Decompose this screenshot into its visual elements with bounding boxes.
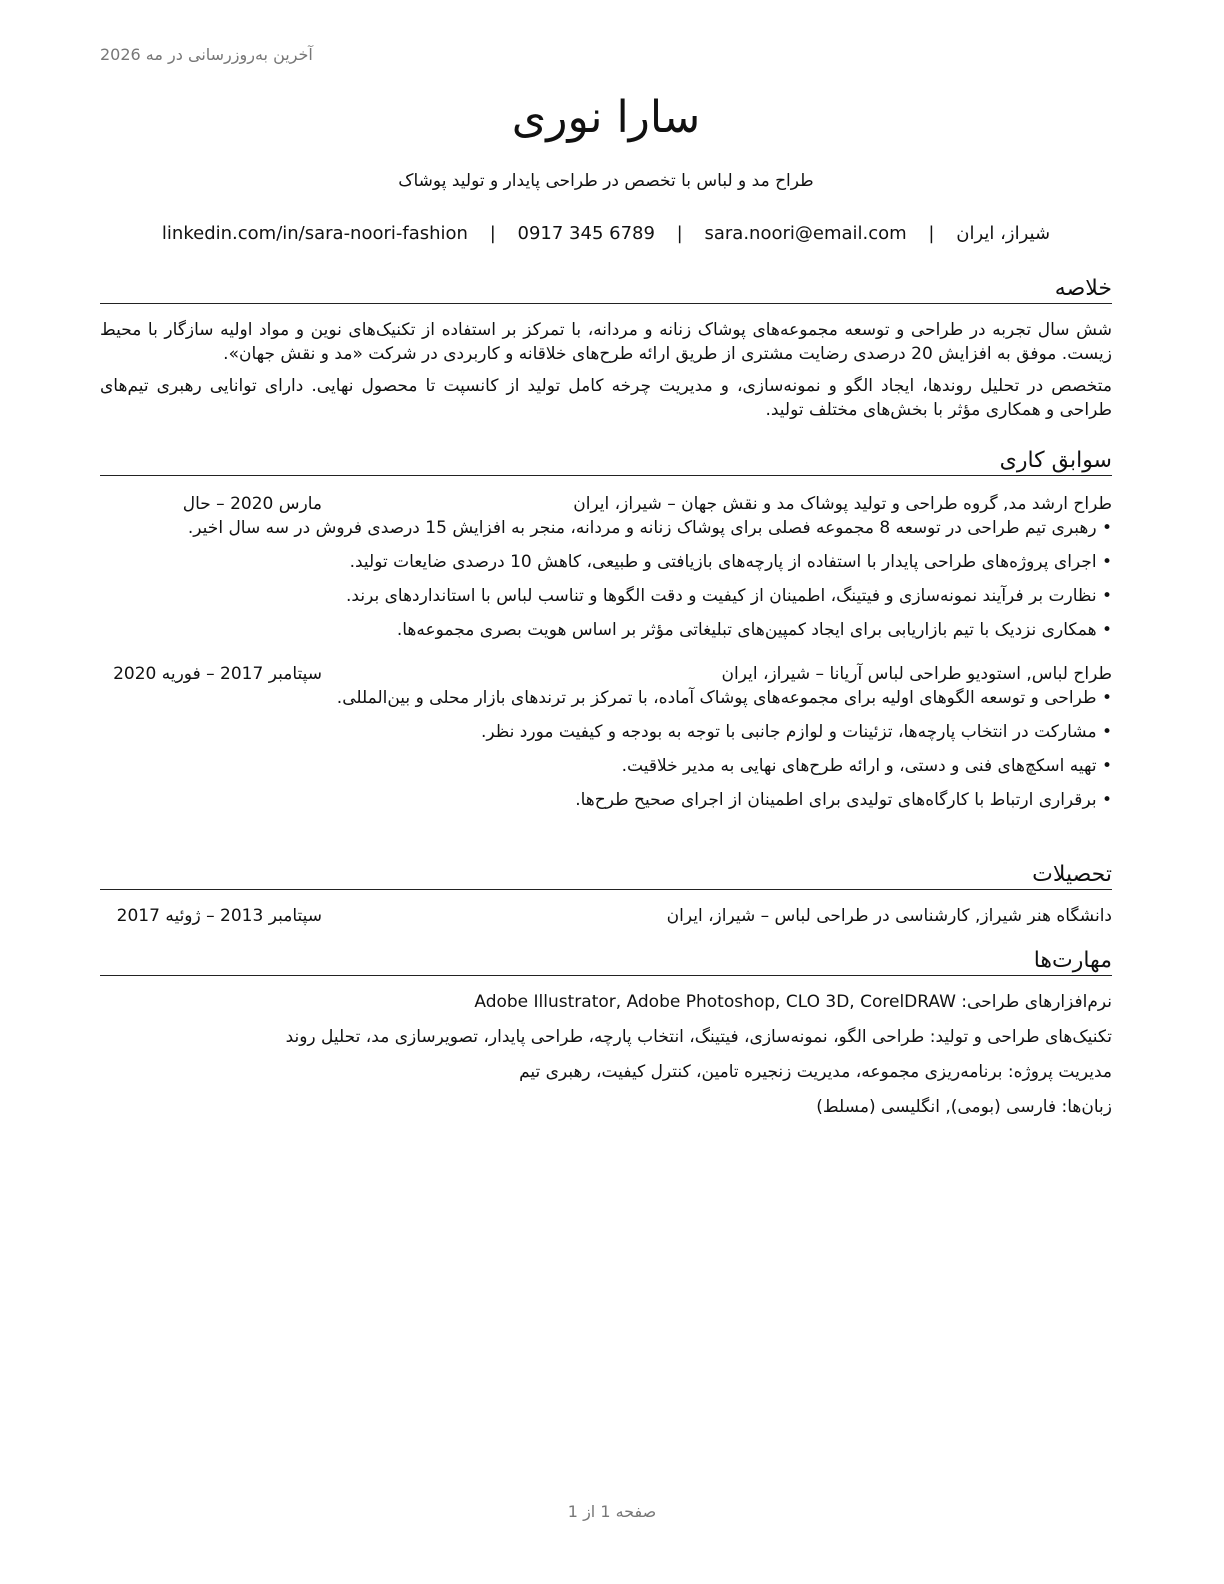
summary-title: خلاصه: [100, 276, 1112, 304]
contact-location: شیراز، ایران: [956, 223, 1051, 244]
skills-title: مهارت‌ها: [100, 948, 1112, 976]
candidate-tagline: طراح مد و لباس با تخصص در طراحی پایدار و تولید پوشاک: [398, 171, 814, 191]
candidate-name: سارا نوری: [511, 92, 701, 143]
contact-linkedin[interactable]: linkedin.com/in/sara-noori-fashion: [161, 223, 468, 244]
contact-line: [100, 223, 1112, 244]
education-heading: دانشگاه هنر شیراز, کارشناسی در طراحی لباس – شیراز، ایران: [666, 906, 1112, 926]
experience-section: [100, 448, 1112, 822]
job-bullets: [100, 686, 1112, 812]
education-entry: [100, 904, 1112, 928]
job-bullet: • همکاری نزدیک با تیم بازاریابی برای ایجاد کمپین‌های تبلیغاتی مؤثر بر اساس هویت بصری مجموعه‌ها.: [100, 618, 1112, 642]
job-header: [100, 492, 1112, 516]
skill-line: مدیریت پروژه: برنامه‌ریزی مجموعه، مدیریت زنجیره تامین، کنترل کیفیت، رهبری تیم: [519, 1062, 1112, 1082]
job-bullet: • مشارکت در انتخاب پارچه‌ها، تزئینات و لوازم جانبی با توجه به بودجه و کیفیت مورد نظر.: [100, 720, 1112, 744]
page-number: صفحه 1 از 1: [567, 1502, 657, 1521]
skill-line: تکنیک‌های طراحی و تولید: طراحی الگو، نمونه‌سازی، فیتینگ، انتخاب پارچه، طراحی پایدار، تصویرسازی مد، تحلیل روند: [285, 1027, 1112, 1047]
job-entry: [100, 662, 1112, 812]
contact-separator: |: [489, 223, 496, 244]
job-bullet: • طراحی و توسعه الگوهای اولیه برای مجموعه‌های پوشاک آماده، با تمرکز بر ترندهای بازار محلی و بین‌المللی.: [100, 686, 1112, 710]
job-heading: طراح لباس, استودیو طراحی لباس آریانا – شیراز، ایران: [721, 664, 1112, 684]
job-heading: طراح ارشد مد, گروه طراحی و تولید پوشاک مد و نقش جهان – شیراز، ایران: [573, 494, 1112, 514]
experience-title: سوابق کاری: [100, 448, 1112, 476]
job-dates: سپتامبر 2017 – فوریه 2020: [113, 664, 322, 684]
job-dates: مارس 2020 – حال: [182, 494, 322, 514]
education-section: [100, 862, 1112, 928]
summary-section: [100, 276, 1112, 422]
contact-phone: 0917 345 6789: [517, 223, 655, 244]
job-bullet: • رهبری تیم طراحی در توسعه 8 مجموعه فصلی برای پوشاک زنانه و مردانه، منجر به افزایش 15 درصدی فروش در سه سال اخیر.: [100, 516, 1112, 540]
job-bullet: • اجرای پروژه‌های طراحی پایدار با استفاده از پارچه‌های بازیافتی و طبیعی، کاهش 10 درصدی ضایعات تولید.: [100, 550, 1112, 574]
education-title: تحصیلات: [100, 862, 1112, 890]
job-bullet: • برقراری ارتباط با کارگاه‌های تولیدی برای اطمینان از اجرای صحیح طرح‌ها.: [100, 788, 1112, 812]
education-dates: سپتامبر 2013 – ژوئیه 2017: [116, 906, 322, 926]
skill-line: نرم‌افزارهای طراحی: Adobe Illustrator, Adobe Photoshop, CLO 3D, CorelDRAW: [474, 992, 1112, 1012]
job-header: [100, 662, 1112, 686]
summary-paragraph: متخصص در تحلیل روندها، ایجاد الگو و نمونه‌سازی، و مدیریت چرخه کامل تولید از کانسپت تا محصول نهایی. دارای توانایی رهبری تیم‌های طراحی و همکاری مؤثر با بخش‌های مختلف تولید.: [100, 376, 1112, 420]
summary-paragraph: شش سال تجربه در طراحی و توسعه مجموعه‌های پوشاک زنانه و مردانه، با تمرکز بر استفاده از تکنیک‌های نوین و مواد اولیه سازگار با محیط زیست. موفق به افزایش 20 درصدی رضایت مشتری از طریق ارائه طرح‌های خلاقانه و کاربردی در شرکت «مد و نقش جهان».: [100, 320, 1112, 364]
contact-separator: |: [676, 223, 683, 244]
job-bullet: • نظارت بر فرآیند نمونه‌سازی و فیتینگ، اطمینان از کیفیت و دقت الگوها و تناسب لباس با استانداردهای برند.: [100, 584, 1112, 608]
last-updated-note: آخرین به‌روزرسانی در مه 2026: [100, 45, 313, 64]
job-bullets: [100, 516, 1112, 642]
job-bullet: • تهیه اسکچ‌های فنی و دستی، و ارائه طرح‌های نهایی به مدیر خلاقیت.: [100, 754, 1112, 778]
contact-separator: |: [928, 223, 935, 244]
skills-section: [100, 948, 1112, 1130]
skill-line: زبان‌ها: فارسی (بومی), انگلیسی (مسلط): [816, 1097, 1112, 1117]
job-entry: [100, 492, 1112, 642]
contact-email[interactable]: sara.noori@email.com: [704, 223, 907, 244]
